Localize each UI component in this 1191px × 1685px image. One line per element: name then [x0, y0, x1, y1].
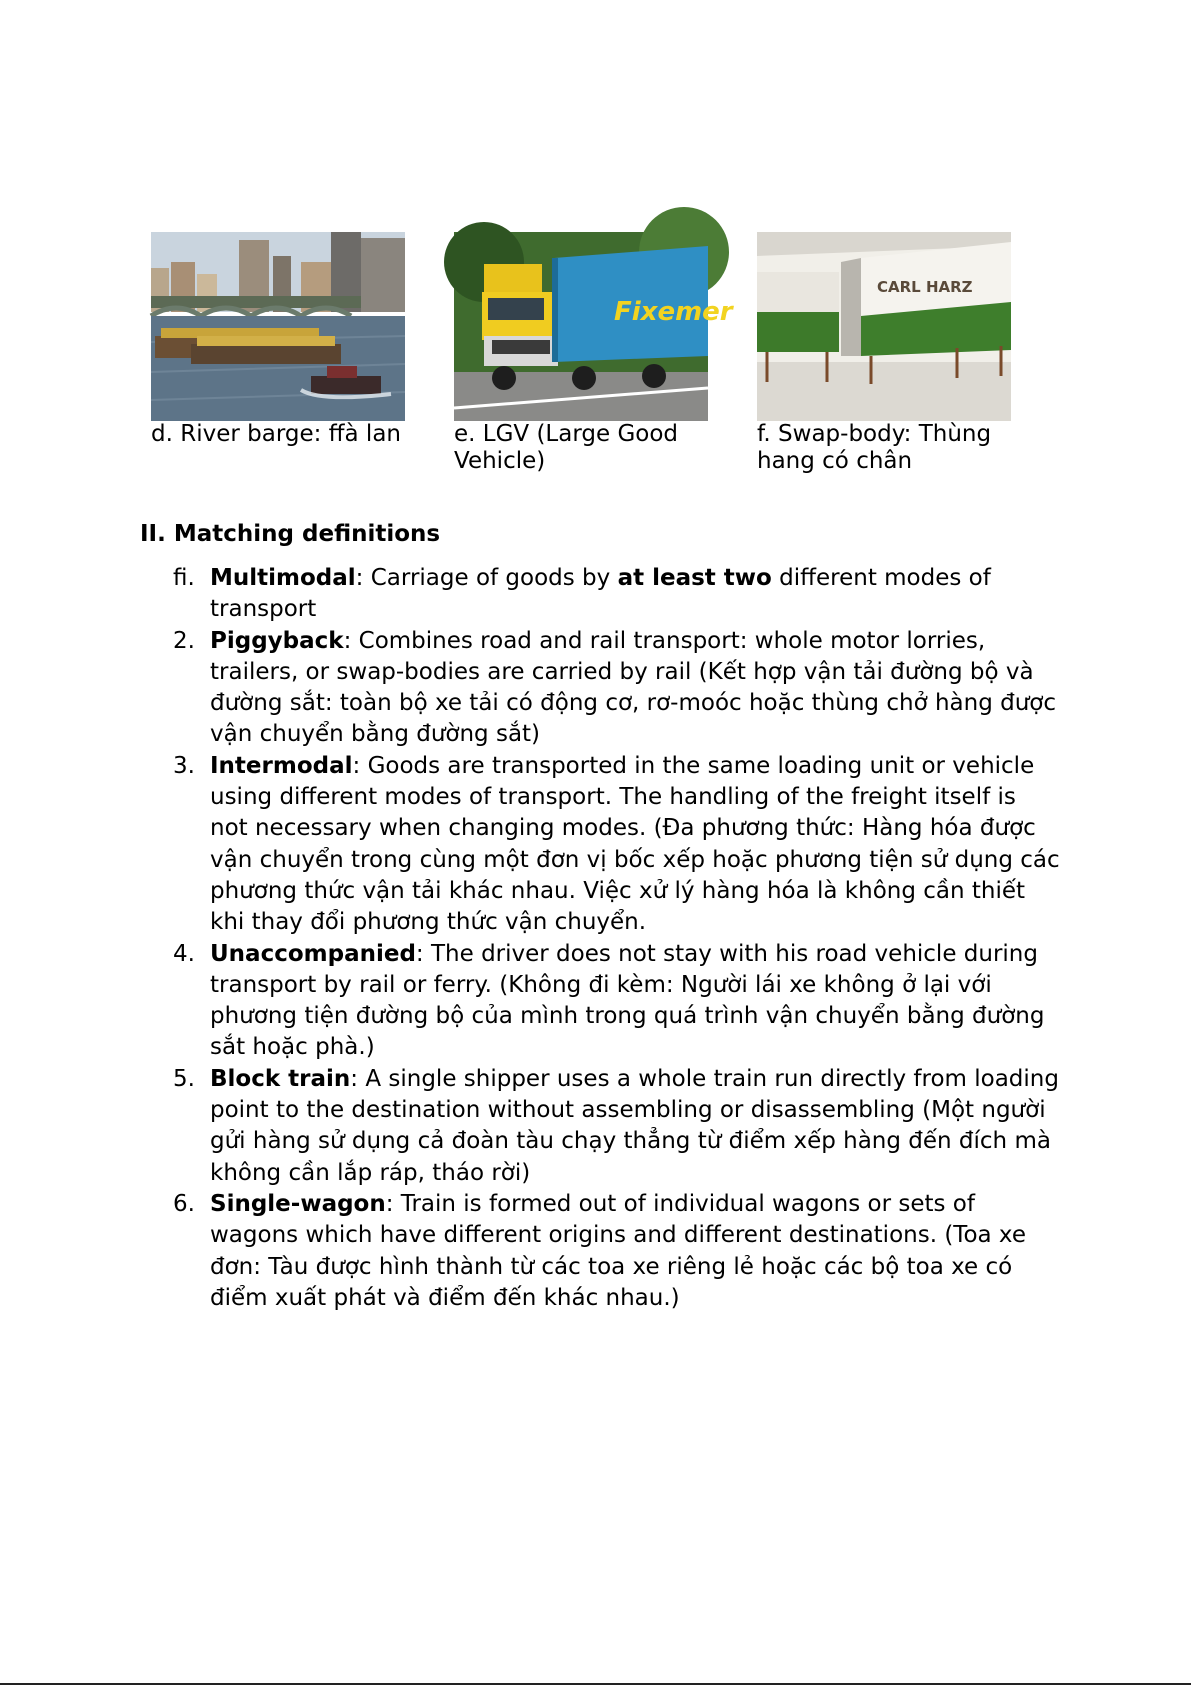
definition-term: Multimodal — [210, 565, 356, 591]
definition-text: : Carriage of goods by — [355, 565, 618, 591]
definition-term: Block train — [210, 1065, 351, 1092]
definition-emphasis: at least two — [617, 565, 772, 591]
figure-caption-river-barge: d. River barge: ffà lan — [151, 421, 401, 447]
definitions-list — [140, 563, 1060, 1314]
definition-block-train — [140, 1064, 1060, 1189]
section-heading: II. Matching definitions — [140, 521, 441, 547]
definition-unaccompanied — [140, 939, 1060, 1064]
river-barge-image — [151, 232, 405, 421]
definition-term: Intermodal — [210, 752, 353, 779]
definition-multimodal — [140, 563, 1060, 626]
list-number: 5. — [173, 1065, 195, 1092]
definition-intermodal — [140, 751, 1060, 939]
definition-text: different modes of transport — [210, 565, 991, 623]
figure-caption-swap-body: f. Swap-body: Thùng hang có chân — [757, 421, 992, 474]
definition-text: : A single shipper uses a whole train run directly from loading point to the destination without assembling or disassembling (Một người gửi hàng sử dụng cả đoàn tàu chạy thẳng từ điểm xếp hàng đến đích mà không cần lắp ráp, tháo rời) — [210, 1065, 1059, 1186]
list-number: 6. — [173, 1190, 195, 1217]
lgv-truck-image — [454, 232, 733, 421]
figure-caption-lgv: e. LGV (Large Good Vehicle) — [454, 421, 679, 474]
definition-piggyback — [140, 626, 1060, 751]
carl-harz-logo-text: CARL HARZ — [877, 278, 973, 296]
list-number: 3. — [173, 752, 195, 779]
list-number: 4. — [173, 940, 195, 967]
definition-text: : Train is formed out of individual wagons or sets of wagons which have different origins and different destinations. (Toa xe đơn: Tàu được hình thành từ các toa xe riêng lẻ hoặc các bộ toa xe có điểm xuất phát và điểm đến khác nhau.) — [210, 1190, 1026, 1311]
definition-text: : Goods are transported in the same loading unit or vehicle using different modes of transport. The handling of the freight itself is not necessary when changing modes. (Đa phương thức: Hàng hóa được vận chuyển trong cùng một đơn vị bốc xếp hoặc phương tiện sử dụng các phương thức vận tải khác nhau. Việc xử lý hàng hóa là không cần thiết khi thay đổi phương thức vận chuyển. — [210, 752, 1060, 936]
definition-single-wagon — [140, 1189, 1060, 1314]
swap-body-image — [757, 232, 1011, 421]
list-number: 2. — [173, 627, 195, 654]
definition-term: Unaccompanied — [210, 940, 416, 967]
list-number: ﬁ. — [173, 565, 195, 591]
definition-text: : Combines road and rail transport: whole motor lorries, trailers, or swap-bodies are carried by rail (Kết hợp vận tải đường bộ và đường sắt: toàn bộ xe tải có động cơ, rơ-moóc hoặc thùng chở hàng được vận chuyển bằng đường sắt) — [210, 627, 1057, 748]
fixemer-logo-text: Fixemer — [614, 297, 733, 327]
definition-text: : The driver does not stay with his road vehicle during transport by rail or ferry. (Không đi kèm: Người lái xe không ở lại với phương tiện đường bộ của mình trong quá trình vận chuyển bằng đường sắt hoặc phà.) — [210, 940, 1045, 1061]
definition-term: Single-wagon — [210, 1190, 386, 1217]
definition-term: Piggyback — [210, 627, 344, 654]
